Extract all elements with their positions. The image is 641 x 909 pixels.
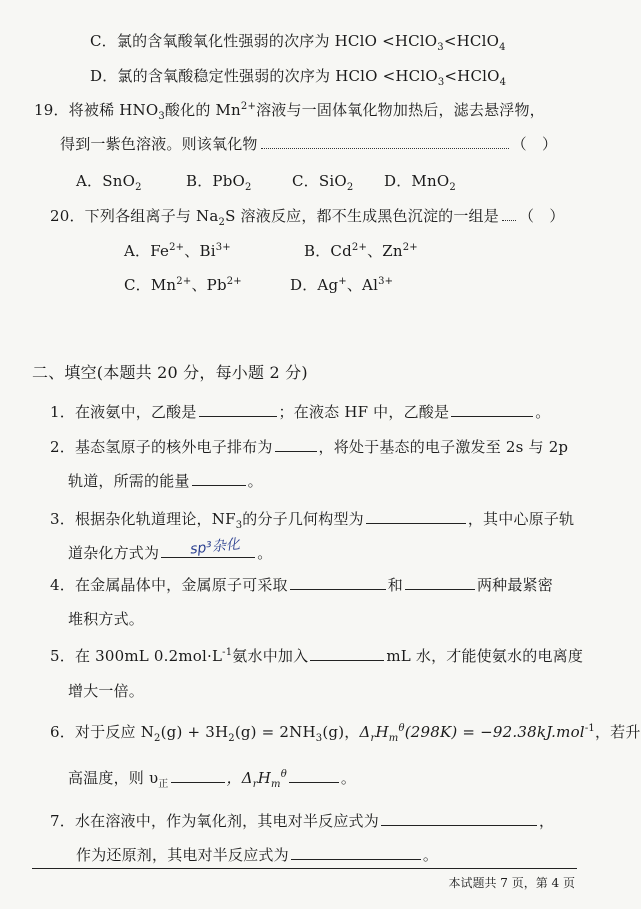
q2-blank-config[interactable] [275, 437, 317, 452]
page-footer: 本试题共 7 页，第 4 页 [448, 876, 575, 890]
q18-option-c: C．氯的含氧酸氧化性强弱的次序为 HClO <HClO$_3$<HClO$_4$ [90, 32, 506, 53]
fill-q5-line2: 增大一倍。 [68, 682, 145, 700]
q19-dotted-leader [261, 136, 509, 149]
fill-q6-line1: 6．对于反应 $N_2(g) + 3H_2(g) = 2NH_3(g)$，$\Delta_rH_m^\theta(298K) = -92.38kJ.mol^{-1}$，若升 [50, 723, 641, 744]
fill-q7-line1: 7．水在溶液中，作为氧化剂，其电对半反应式为 ， [50, 812, 555, 830]
q20-stem: 20．下列各组离子与 $Na_2S$ 溶液反应，都不生成黑色沉淀的一组是 （ ） [50, 207, 565, 228]
q20-option-c: C．$Mn^{2+}$、$Pb^{2+}$ [124, 276, 242, 294]
q20-answer-paren[interactable]: （ ） [518, 207, 565, 225]
q1-blank-ammonia[interactable] [199, 402, 277, 417]
q19-option-d: D．MnO$_2$ [384, 172, 456, 193]
q4-blank-second[interactable] [405, 575, 475, 590]
q19-option-b: B．PbO$_2$ [186, 172, 252, 193]
q6-blank-rate[interactable] [171, 768, 225, 783]
fill-q7-line2: 作为还原剂，其电对半反应式为 。 [76, 846, 439, 864]
q20-option-d: D．Ag+、$Al^{3+}$ [290, 276, 394, 294]
q19-answer-paren[interactable]: （ ） [511, 135, 558, 153]
q19-option-a: A．SnO$_2$ [76, 172, 142, 193]
fill-q4-line2: 堆积方式。 [68, 610, 145, 628]
q19-option-c: C．SiO$_2$ [292, 172, 354, 193]
fill-q4-line1: 4．在金属晶体中，金属原子可采取 和 两种最紧密 [50, 576, 553, 594]
q4-blank-first[interactable] [290, 575, 386, 590]
q5-blank-volume[interactable] [310, 646, 384, 661]
q1-blank-hf[interactable] [451, 402, 533, 417]
q6-blank-enthalpy[interactable] [289, 768, 339, 783]
fill-q5-line1: 5．在 300mL $0.2mol\cdot L^{-1}$氨水中加入 mL 水，才能使氨水的电离度 [50, 647, 584, 665]
fill-q3-line2: 道杂化方式为 。 [68, 544, 273, 562]
fill-q1: 1．在液氨中，乙酸是 ；在液态 HF 中，乙酸是 。 [50, 403, 551, 421]
q2-blank-energy[interactable] [192, 471, 246, 486]
section2-title: 二、填空(本题共 20 分，每小题 2 分) [32, 363, 308, 382]
q19-stem-line1: 19．将被稀 $HNO_3$酸化的 $Mn^{2+}$溶液与一固体氧化物加热后，滤去悬浮物， [34, 101, 545, 122]
q19-stem-line2: 得到一紫色溶液。则该氧化物 （ ） [60, 135, 558, 153]
footer-rule [32, 868, 577, 869]
q20-option-b: B．$Cd^{2+}$、$Zn^{2+}$ [304, 242, 418, 260]
q7-blank-oxidant[interactable] [381, 811, 537, 826]
q18-option-d: D．氯的含氧酸稳定性强弱的次序为 HClO <HClO$_3$<HClO$_4$ [90, 67, 507, 88]
fill-q3-line1: 3．根据杂化轨道理论，$NF_3$的分子几何构型为 ，其中心原子轨 [50, 510, 575, 531]
q3-blank-geometry[interactable] [366, 509, 466, 524]
fill-q6-line2: 高温度，则 $\upsilon_正$ ，$\Delta_rH_m^\theta$ 。 [68, 769, 357, 790]
q7-blank-reductant[interactable] [291, 845, 421, 860]
q3-handwritten-answer: sp³杂化 [189, 536, 241, 558]
q20-dotted-leader [502, 208, 516, 221]
q20-option-a: A．$Fe^{2+}$、$Bi^{3+}$ [124, 242, 231, 260]
fill-q2-line1: 2．基态氢原子的核外电子排布为 ，将处于基态的电子激发至 2s 与 2p [50, 438, 569, 456]
fill-q2-line2: 轨道，所需的能量 。 [68, 472, 263, 490]
